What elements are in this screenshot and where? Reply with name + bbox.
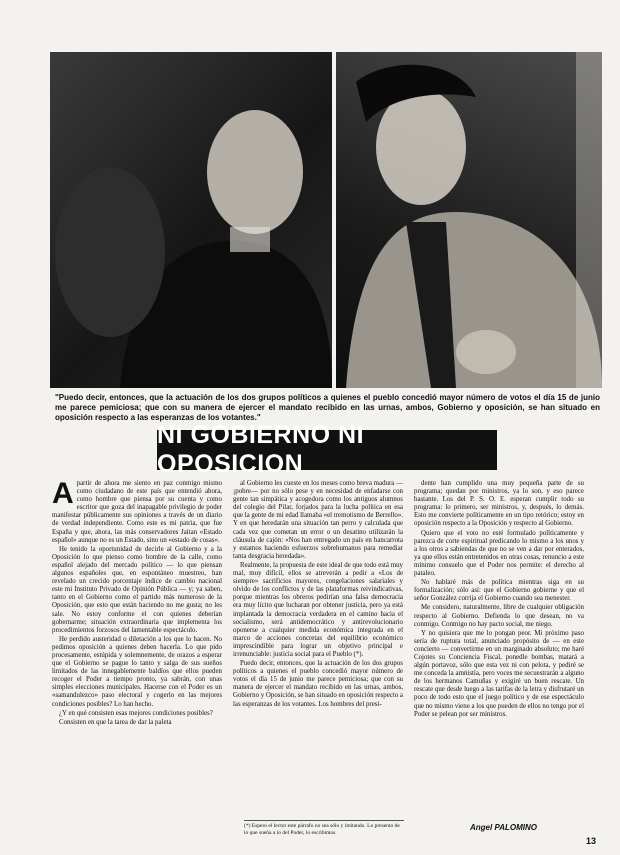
article-paragraph: ¿Y en qué consisten esas mejores condiciones posibles? [59,709,213,717]
article-paragraph: dente han cumplido una muy pequeña parte de su programa; quedan por ministros, ya lo son, y eso parece bastante. Los del P. S. O. E. esperan cumplir todo su programa: lo primero, ser ministros, y, después, lo demás. Esto me convierte políticamente en un tipo retórico; estoy en oposición respecto a la Oposición y respecto al Gobierno. [414,480,584,528]
article-paragraph: Realmente, la propuesta de este ideal de que todo está muy mal, muy difícil, ellos se atreverán a pedir a «Los de siempre» sacrificios mayores, congelaciones salariales y olvido de los conflictos y de las plataformas reivindicativas, porque mientras los obreros pedirían una falsa democracia era muy lícito que lucharan por obtener justicia, pero ya está implantada la democracia verdadera en el camino hacia el socialismo, será antidemocrático y antirevolucionario oponerse a cualquier medida económica integrada en el marco de acciones concretas del equilibrio económico imprescindible para lograr un objetivo principal e irrenunciable: justicia social para el Pueblo (*). [233,561,403,658]
article-paragraph: No hablaré más de política mientras siga en su formalización; sólo así: que el Gobierno gobierne y que el señor González corrija el Gobierno cuando sea menester. [414,579,584,603]
paragraph-text: partir de ahora me siento en paz conmigo mismo como ciudadano de este país que entendió ahora, como hombre que piensa por su cuenta y como escritor que goza del inapagable privilegio de poder manifestar públicamente sus opiniones a través de un diario de verdad independiente. Como este es mi patria, que fue España y que, ahora, las más conservadores Jaitan «Estado español» aunque no es un Estado, sino un «estado de cosas». [52,480,222,544]
headline-banner [157,421,497,478]
photo-right-figure [336,52,602,388]
article-column-2 [233,480,403,810]
photo-left-figure [50,52,332,388]
article-paragraph [52,480,222,545]
photo-left-politician [50,52,332,388]
drop-cap: A [52,480,74,510]
article-paragraph: Y no quisiera que me lo pongan peor. Mi próximo paso sería de ruptura total, anunciado propósito de — en este concierto — convertirme en un marginado absoluto; me haré Cojotes su Conciencia Fiscal, ponedle bombas, matará a algún portavoz, sólo que esta vez ni con pelota, y pediré se me conceda la amnistía, pero voces me secuestrarán a alguno de los hermanos Camuñas y exigiré un buen rescate. Un rescate que desde luego a las tarifas de la letra y disfrutaré un poco de todo esto que el juego político y de ese espectáculo que no mismo viene a los que pueden de ellos no tengo por el Poder se pelean por ser ministros. [414,629,584,718]
article-paragraph: He tenido la oportunidad de decirle al Gobierno y a la Oposición lo que pienso como hombre de la calle, como español alejado del mercado político — lo que piensan algunos españoles que, en espontáneo muestreo, han revelado un crecido porcentaje índice de cambio nacional este mi Instituto Privado de Opinión Pública — y; ya saben, tanto en el Gobierno como el partido más numeroso de la Oposición, que esto que están haciendo no me gusta; no les sale. No estoy conforme el con quienes deberían gobernarme; situación extraordinaria que implementa los procedimientos forzosos del lamentable espectáculo. [52,545,222,634]
article-paragraph: Quiero que el voto no esté formulado políticamente y parezca de corte espiritual predicando lo mismo a los unos y a los otros a sabiendas de que no se ven a dar por enterados, ya que ellos están entretenidos en otras cosas, renuncio a este mínimo consuelo que el Poder nos permite: el derecho al pataleo. [414,529,584,578]
article-paragraph: al Gobierno les cueste en los meses como breva madura — ¡pobre— por no sólo pese y en necesidad de enfadarse con gente tan simpática y acogedora como los antiguos alumnos del colegio del Pilar, forjados para la lucha política en esa que la gente de mi edad llamaba «el tremotismo de Berrello». Y en que heredarán una situación tan perro y calculada que cada vez que cometan un error o un desatino utilizarán la cláusula de cajón: «Nos han entregado un país en bancarrota y estamos haciendo esfuerzos sobrehumanos para remediar tanta desgracia heredada». [233,480,403,560]
page-number: 13 [586,836,597,846]
article-column-1 [52,480,222,810]
author-signature: Angel PALOMINO [470,823,537,832]
article-paragraph: Me considero, naturalmente, libre de cualquier obligación respecto al Gobierno. Defienda lo que desean, no va conmigo. Conmigo no hay pacto social, me niego. [414,604,584,628]
article-paragraph: Puedo decir, entonces, que la actuación de los dos grupos políticos a quienes el pueblo concedió mayor número de votos el día 15 de junio me parece pemiciosa; que con su manera de ejercer el mandato recibido en las urnas, ambos, Gobierno y Oposición, se han situado en oposición respecto a las esperanzas de los votantes. Los hombres del presi- [233,660,403,708]
footnote: (*) Espero el lector este párrafo no sea sólo y imitando. Lo presento de lo que sueña a lo del Poder, lo escribimos. [244,820,404,836]
headline-title: NI GOBIERNO NI OPOSICION [157,421,365,478]
article-paragraph: He perdido austeridad o diletación a los que lo hacen. No pedimos oposición a quienes deben hacerla. Lo que pido procesamente, estúpida y solemnemente, de orazos a esperar que el Gobierno se pague lo tanto y salga de sus sueños limitados de las innegablemente baldíos que ellos pueden recoger el Poder a tiempo pronto, ya sabrán, con unas simples elecciones municipales. Hacerse con el Poder es un «samandulezco» paso electoral y cogerlo en las mejores condiciones posibles? Lo han hecho. [52,635,222,708]
article-paragraph: Consisten en que la tarea de dar la paleta [59,718,172,726]
photo-right-politician [336,52,602,388]
article-column-3 [414,480,584,810]
photo-caption: "Puedo decir, entonces, que la actuación de los dos grupos políticos a quienes el pueblo concedió mayor número de votos el día 15 de junio me parece pemiciosa; que con su manera de ejercer el mandato recibido en las urnas, ambos, Gobierno y oposición, se han situado en oposición respecto a las esperanzas de los votantes." [55,393,600,422]
